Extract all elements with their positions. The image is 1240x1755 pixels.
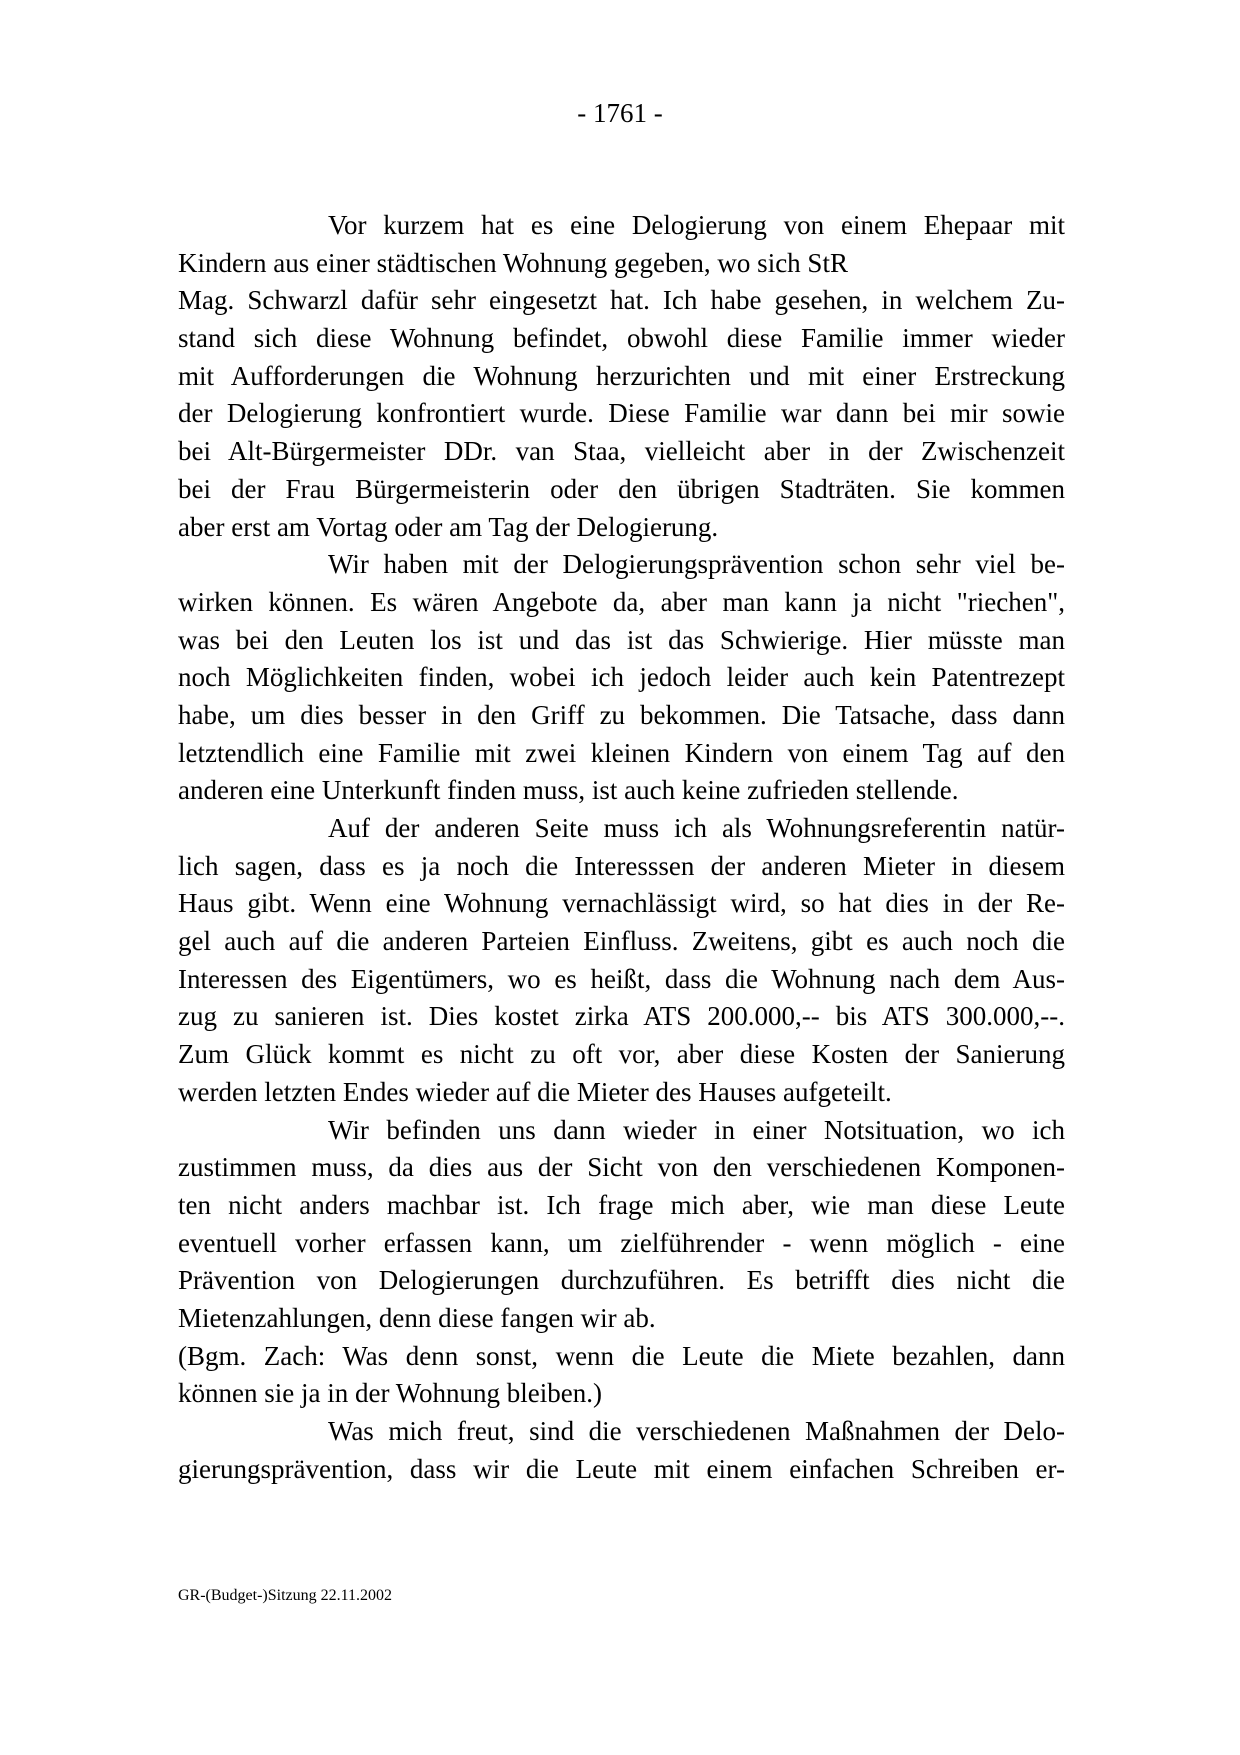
text-line: noch Möglichkeiten finden, wobei ich jedoch leider auch kein Patentrezept [178, 662, 1065, 693]
text-line: Zum Glück kommt es nicht zu oft vor, aber diese Kosten der Sanierung [178, 1039, 1065, 1070]
text-line: aber erst am Vortag oder am Tag der Delogierung. [178, 511, 719, 542]
text-line: Haus gibt. Wenn eine Wohnung vernachlässigt wird, so hat dies in der Re- [178, 888, 1065, 919]
text-line: was bei den Leuten los ist und das ist das Schwierige. Hier müsste man [178, 624, 1065, 655]
paragraph-first-line: Auf der anderen Seite muss ich als Wohnungsreferentin natür- [328, 813, 1065, 843]
text-line: Prävention von Delogierungen durchzuführen. Es betrifft dies nicht die [178, 1265, 1065, 1296]
body-text [178, 207, 1065, 1488]
text-line: bei Alt-Bürgermeister DDr. van Staa, vielleicht aber in der Zwischenzeit [178, 436, 1065, 467]
text-line: Mietenzahlungen, denn diese fangen wir ab. [178, 1302, 656, 1333]
text-line: zug zu sanieren ist. Dies kostet zirka ATS 200.000,-- bis ATS 300.000,--. [178, 1001, 1065, 1032]
paragraph-first-line: Vor kurzem hat es eine Delogierung von einem Ehepaar mit [328, 210, 1065, 240]
text-line: bei der Frau Bürgermeisterin oder den übrigen Stadträten. Sie kommen [178, 473, 1065, 504]
text-line: letztendlich eine Familie mit zwei kleinen Kindern von einem Tag auf den [178, 737, 1065, 768]
text-line: gel auch auf die anderen Parteien Einfluss. Zweitens, gibt es auch noch die [178, 926, 1065, 957]
footer-session-date: GR-(Budget-)Sitzung 22.11.2002 [178, 1587, 393, 1604]
text-line: gierungsprävention, dass wir die Leute mit einem einfachen Schreiben er- [178, 1453, 1065, 1484]
text-line: Interessen des Eigentümers, wo es heißt, dass die Wohnung nach dem Aus- [178, 963, 1065, 994]
text-line: stand sich diese Wohnung befindet, obwohl diese Familie immer wieder [178, 323, 1065, 354]
text-line: ten nicht anders machbar ist. Ich frage mich aber, wie man diese Leute [178, 1189, 1065, 1220]
paragraph-first-line: Was mich freut, sind die verschiedenen Maßnahmen der Delo- [328, 1416, 1065, 1446]
text-line: anderen eine Unterkunft finden muss, ist auch keine zufrieden stellende. [178, 775, 959, 806]
paragraph-first-line: Wir haben mit der Delogierungsprävention schon sehr viel be- [328, 549, 1065, 580]
text-line: werden letzten Endes wieder auf die Mieter des Hauses aufgeteilt. [178, 1076, 892, 1107]
text-line: Kindern aus einer städtischen Wohnung gegeben, wo sich StR [178, 247, 848, 278]
text-line: wirken können. Es wären Angebote da, aber man kann ja nicht "riechen", [178, 586, 1065, 617]
text-line: (Bgm. Zach: Was denn sonst, wenn die Leute die Miete bezahlen, dann [178, 1340, 1065, 1371]
page-number: - 1761 - [577, 98, 663, 128]
text-line: zustimmen muss, da dies aus der Sicht von den verschiedenen Komponen- [178, 1152, 1065, 1183]
text-line: mit Aufforderungen die Wohnung herzurichten und mit einer Erstreckung [178, 360, 1065, 391]
text-line: können sie ja in der Wohnung bleiben.) [178, 1378, 602, 1409]
text-line: eventuell vorher erfassen kann, um zielführender - wenn möglich - eine [178, 1227, 1065, 1258]
paragraph-first-line: Wir befinden uns dann wieder in einer Notsituation, wo ich [328, 1114, 1065, 1145]
text-line: habe, um dies besser in den Griff zu bekommen. Die Tatsache, dass dann [178, 699, 1065, 730]
text-line: Mag. Schwarzl dafür sehr eingesetzt hat. Ich habe gesehen, in welchem Zu- [178, 285, 1065, 316]
text-line: lich sagen, dass es ja noch die Interesssen der anderen Mieter in diesem [178, 850, 1065, 881]
text-line: der Delogierung konfrontiert wurde. Diese Familie war dann bei mir sowie [178, 398, 1065, 429]
